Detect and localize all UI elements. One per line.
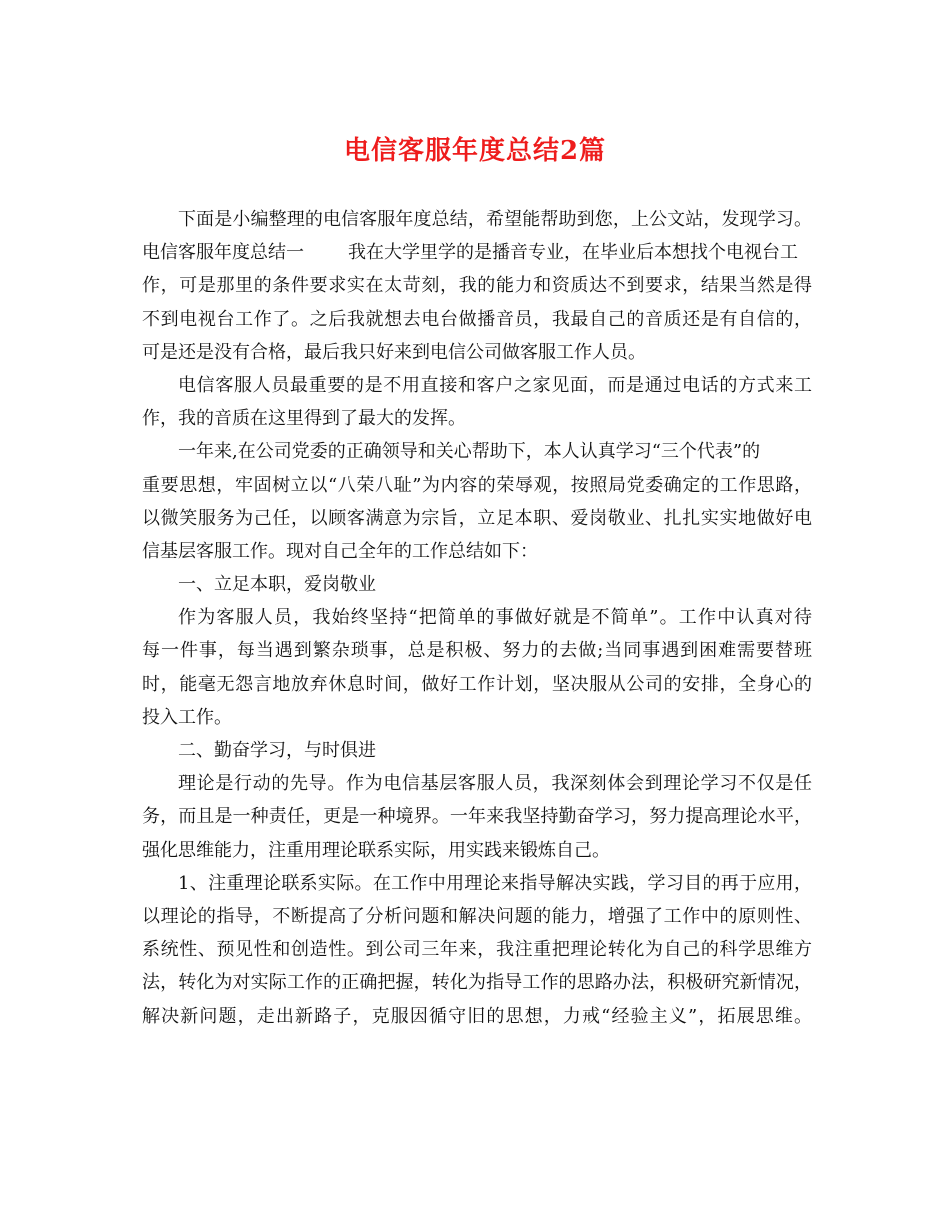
text-line: 作，可是那里的条件要求实在太苛刻，我的能力和资质达不到要求，结果当然是得 <box>142 275 812 297</box>
section-heading: 电信客服年度总结一 <box>142 242 304 264</box>
text-line: 务，而且是一种责任，更是一种境界。一年来我坚持勤奋学习，努力提高理论水平， <box>142 806 812 828</box>
section-heading: 一、立足本职，爱岗敬业 <box>178 574 376 596</box>
text-line: 电信客服人员最重要的是不用直接和客户之家见面，而是通过电话的方式来工 <box>178 374 812 396</box>
text-line: 强化思维能力，注重用理论联系实际，用实践来锻炼自己。 <box>142 839 610 861</box>
text-line: 可是还是没有合格，最后我只好来到电信公司做客服工作人员。 <box>142 341 646 363</box>
text-line: 重要思想，牢固树立以“八荣八耻”为内容的荣辱观，按照局党委确定的工作思路， <box>142 474 812 496</box>
text-line: 一年来,在公司党委的正确领导和关心帮助下，本人认真学习“三个代表”的 <box>178 441 761 463</box>
document-body <box>142 203 812 1033</box>
text-line: 法，转化为对实际工作的正确把握，转化为指导工作的思路办法，积极研究新情况， <box>142 972 812 994</box>
text-line: 以微笑服务为己任，以顾客满意为宗旨，立足本职、爱岗敬业、扎扎实实地做好电 <box>142 507 812 529</box>
text-line: 投入工作。 <box>142 706 232 728</box>
section-heading: 二、勤奋学习，与时俱进 <box>178 740 376 761</box>
text-line: 系统性、预见性和创造性。到公司三年来，我注重把理论转化为自己的科学思维方 <box>142 939 812 961</box>
document-title: 电信客服年度总结2篇 <box>343 136 607 166</box>
text-span: 我在大学里学的是播音专业，在毕业后本想找个电视台工 <box>348 242 798 264</box>
text-line: 理论是行动的先导。作为电信基层客服人员，我深刻体会到理论学习不仅是任 <box>178 773 812 795</box>
text-line: 不到电视台工作了。之后我就想去电台做播音员，我最自己的音质还是有自信的， <box>142 308 812 330</box>
text-line: 解决新问题，走出新路子，克服因循守旧的思想，力戒“经验主义”，拓展思维。 <box>142 1005 812 1027</box>
text-line: 时，能毫无怨言地放弃休息时间，做好工作计划，坚决服从公司的安排，全身心的 <box>142 673 812 695</box>
text-line: 作，我的音质在这里得到了最大的发挥。 <box>142 408 466 430</box>
text-line: 1、注重理论联系实际。在工作中用理论来指导解决实践，学习目的再于应用， <box>178 872 812 894</box>
text-line: 以理论的指导，不断提高了分析问题和解决问题的能力，增强了工作中的原则性、 <box>142 905 812 927</box>
text-line: 下面是小编整理的电信客服年度总结，希望能帮助到您，上公文站，发现学习。 <box>178 209 812 230</box>
text-line: 作为客服人员，我始终坚持“把简单的事做好就是不简单”。工作中认真对待 <box>178 607 812 629</box>
text-line <box>142 236 812 269</box>
text-line: 信基层客服工作。现对自己全年的工作总结如下： <box>142 540 538 562</box>
text-line: 每一件事，每当遇到繁杂琐事，总是积极、努力的去做;当同事遇到困难需要替班 <box>142 640 812 662</box>
